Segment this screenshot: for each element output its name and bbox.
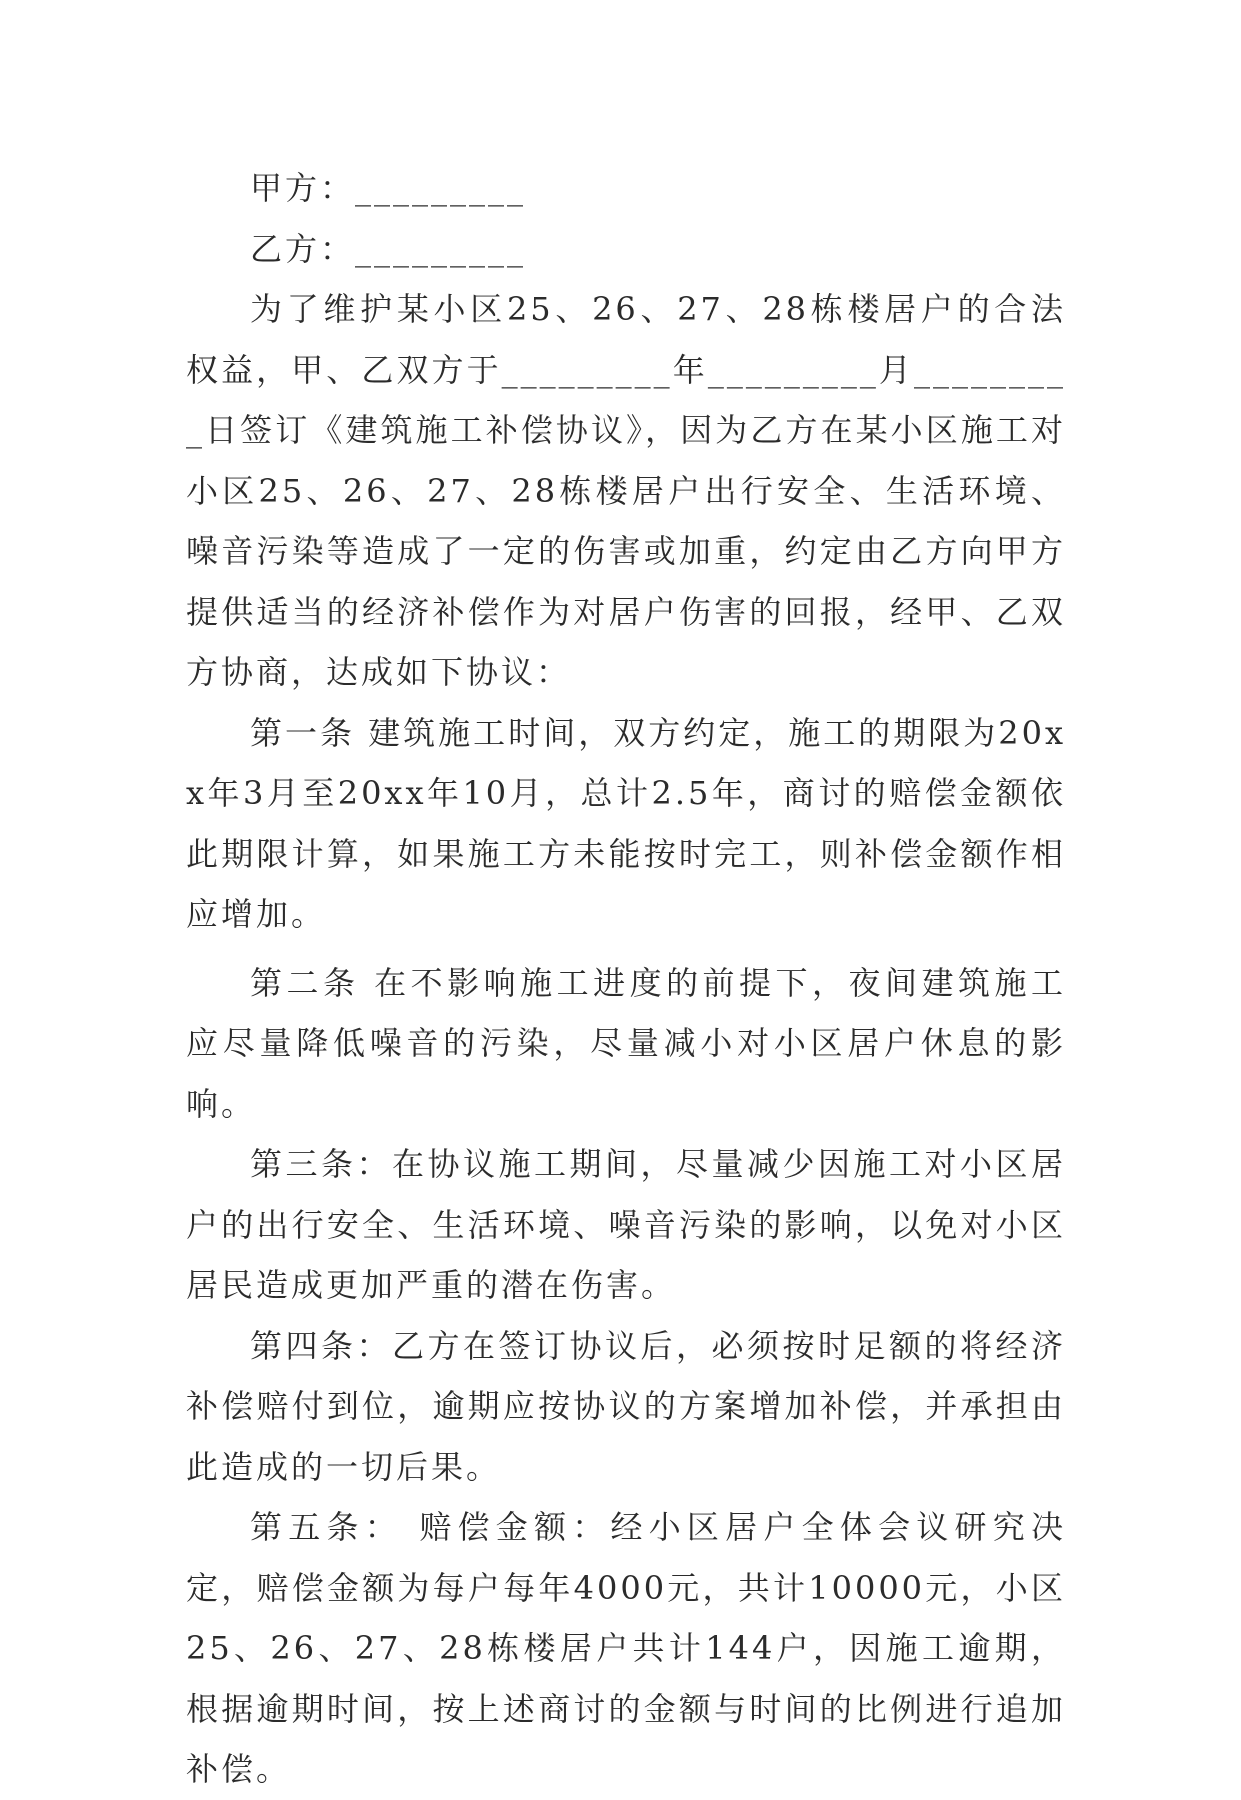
article-1: 第一条 建筑施工时间，双方约定，施工的期限为20xx年3月至20xx年10月，总计2.5年，商讨的赔偿金额依此期限计算，如果施工方未能按时完工，则补偿金额作相应增加。 <box>186 713 1066 933</box>
article-5: 第五条： 赔偿金额：经小区居户全体会议研究决定，赔偿金额为每户每年4000元，共计10000元，小区25、26、27、28栋楼居户共计144户，因施工逾期，根据逾期时间，按上述商讨的金额与时间的比例进行追加补偿。 <box>186 1508 1066 1788</box>
article-4: 第四条：乙方在签订协议后，必须按时足额的将经济补偿赔付到位，逾期应按协议的方案增加补偿，并承担由此造成的一切后果。 <box>186 1326 1066 1486</box>
article-3: 第三条：在协议施工期间，尽量减少因施工对小区居户的出行安全、生活环境、噪音污染的影响，以免对小区居民造成更加严重的潜在伤害。 <box>186 1145 1066 1304</box>
article-2: 第二条 在不影响施工进度的前提下，夜间建筑施工应尽量降低噪音的污染，尽量减小对小区居户休息的影响。 <box>186 963 1066 1123</box>
agreement-body <box>186 158 1066 1800</box>
preamble-paragraph: 为了维护某小区25、26、27、28栋楼居户的合法权益，甲、乙双方于_________年_________月_________日签订《建筑施工补偿协议》，因为乙方在某小区施工对小区25、26、27、28栋楼居户出行安全、生活环境、噪音污染等造成了一定的伤害或加重，约定由乙方向甲方提供适当的经济补偿作为对居户伤害的回报，经甲、乙双方协商，达成如下协议： <box>186 290 1066 691</box>
party-b-line: 乙方：_________ <box>250 229 527 268</box>
party-a-line: 甲方：_________ <box>250 169 527 207</box>
